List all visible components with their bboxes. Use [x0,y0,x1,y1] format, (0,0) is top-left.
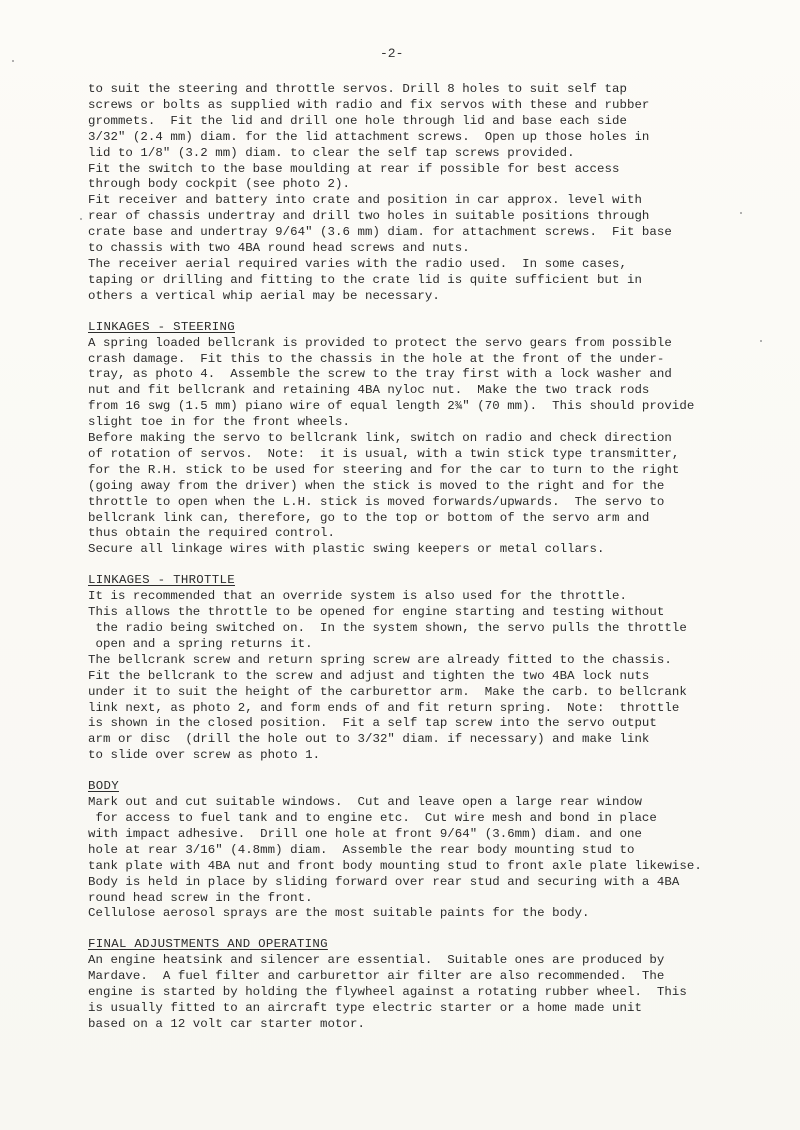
section-heading: LINKAGES - THROTTLE [88,573,235,588]
text-line: Mark out and cut suitable windows. Cut and leave open a large rear window [88,795,642,810]
paper-speck [12,60,14,62]
text-line: bellcrank link can, therefore, go to the top or bottom of the servo arm and [88,510,650,525]
page-number: -2- [380,46,404,61]
section-final-adjustments [88,937,728,1032]
text-line: (going away from the driver) when the stick is moved to the right and for the [88,478,665,493]
text-line: Mardave. A fuel filter and carburettor air filter are also recommended. The [88,969,665,984]
text-line: Cellulose aerosol sprays are the most suitable paints for the body. [88,906,590,921]
text-line: A spring loaded bellcrank is provided to protect the servo gears from possible [88,335,672,350]
text-line: engine is started by holding the flywheel against a rotating rubber wheel. This [88,985,687,1000]
text-line: grommets. Fit the lid and drill one hole through lid and base each side [88,113,627,128]
text-line: The receiver aerial required varies with the radio used. In some cases, [88,256,627,271]
section-heading: BODY [88,779,119,794]
text-line: link next, as photo 2, and form ends of and fit return spring. Note: throttle [88,700,680,715]
text-line: through body cockpit (see photo 2). [88,177,350,192]
section-linkages-throttle [88,573,728,764]
text-line: to slide over screw as photo 1. [88,748,321,763]
text-line: screws or bolts as supplied with radio and fix servos with these and rubber [88,97,650,112]
text-line: rear of chassis undertray and drill two holes in suitable positions through [88,209,650,224]
section-intro [88,82,728,305]
text-line: arm or disc (drill the hole out to 3/32" diam. if necessary) and make link [88,732,650,747]
text-line: hole at rear 3/16" (4.8mm) diam. Assemble the rear body mounting stud to [88,842,635,857]
text-line: taping or drilling and fitting to the crate lid is quite sufficient but in [88,272,642,287]
text-line: open and a spring returns it. [88,636,313,651]
text-line: to suit the steering and throttle servos. Drill 8 holes to suit self tap [88,82,627,96]
section-linkages-steering [88,320,728,559]
text-line: for access to fuel tank and to engine etc. Cut wire mesh and bond in place [88,810,657,825]
text-line: 3/32" (2.4 mm) diam. for the lid attachment screws. Open up those holes in [88,129,650,144]
text-line: is shown in the closed position. Fit a self tap screw into the servo output [88,716,657,731]
paper-speck [80,218,82,220]
text-line: Secure all linkage wires with plastic swing keepers or metal collars. [88,542,605,557]
text-line: from 16 swg (1.5 mm) piano wire of equal length 2¾" (70 mm). This should provide [88,399,695,414]
paper-speck [740,212,742,214]
section-heading: LINKAGES - STEERING [88,319,235,334]
text-line: others a vertical whip aerial may be necessary. [88,288,440,303]
document-body [88,82,728,1033]
text-line: lid to 1/8" (3.2 mm) diam. to clear the self tap screws provided. [88,145,575,160]
text-line: under it to suit the height of the carburettor arm. Make the carb. to bellcrank [88,684,687,699]
text-line: crate base and undertray 9/64" (3.6 mm) diam. for attachment screws. Fit base [88,225,672,240]
text-line: An engine heatsink and silencer are essential. Suitable ones are produced by [88,953,665,968]
text-line: Body is held in place by sliding forward over rear stud and securing with a 4BA [88,874,680,889]
text-line: The bellcrank screw and return spring screw are already fitted to the chassis. [88,652,672,667]
text-line: with impact adhesive. Drill one hole at front 9/64" (3.6mm) diam. and one [88,826,642,841]
text-line: Fit receiver and battery into crate and position in car approx. level with [88,193,642,208]
text-line: crash damage. Fit this to the chassis in the hole at the front of the under- [88,351,665,366]
text-line: This allows the throttle to be opened for engine starting and testing without [88,605,665,620]
text-line: to chassis with two 4BA round head screws and nuts. [88,241,470,256]
text-line: of rotation of servos. Note: it is usual, with a twin stick type transmitter, [88,446,680,461]
text-line: throttle to open when the L.H. stick is moved forwards/upwards. The servo to [88,494,665,509]
paper-speck [760,340,762,342]
text-line: Fit the switch to the base moulding at rear if possible for best access [88,161,620,176]
text-line: tray, as photo 4. Assemble the screw to the tray first with a lock washer and [88,367,672,382]
text-line: is usually fitted to an aircraft type electric starter or a home made unit [88,1000,642,1015]
text-line: slight toe in for the front wheels. [88,415,350,430]
text-line: thus obtain the required control. [88,526,336,541]
section-body [88,779,728,922]
text-line: the radio being switched on. In the system shown, the servo pulls the throttle [88,621,687,635]
text-line: nut and fit bellcrank and retaining 4BA nyloc nut. Make the two track rods [88,383,650,398]
text-line: based on a 12 volt car starter motor. [88,1016,365,1031]
text-line: round head screw in the front. [88,890,313,905]
text-line: tank plate with 4BA nut and front body mounting stud to front axle plate likewise. [88,858,702,873]
text-line: It is recommended that an override system is also used for the throttle. [88,589,627,604]
text-line: Before making the servo to bellcrank link, switch on radio and check direction [88,431,672,446]
text-line: for the R.H. stick to be used for steering and for the car to turn to the right [88,462,680,477]
text-line: Fit the bellcrank to the screw and adjust and tighten the two 4BA lock nuts [88,668,650,683]
section-heading: FINAL ADJUSTMENTS AND OPERATING [88,937,328,952]
